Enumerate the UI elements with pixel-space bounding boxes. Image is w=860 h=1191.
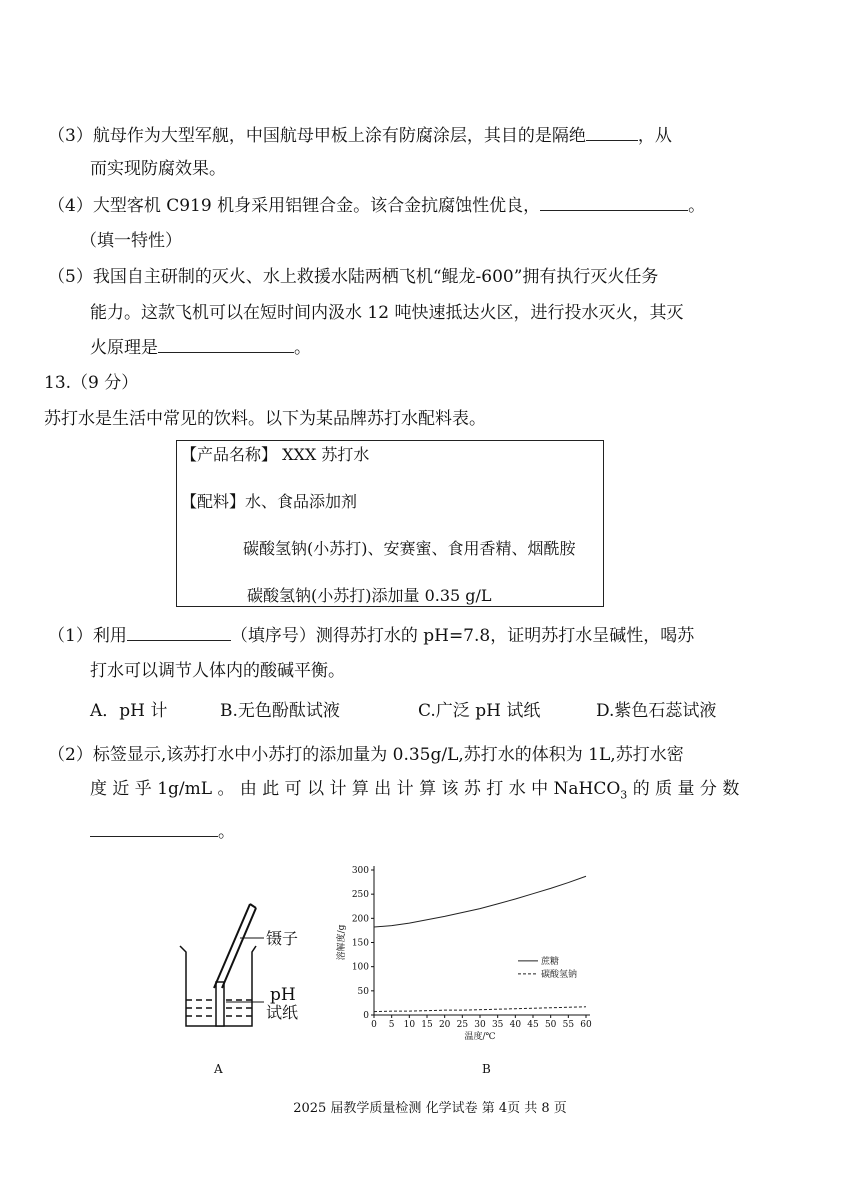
x-tick-label: 40 xyxy=(509,1020,522,1030)
label-ingredient-list: 碳酸氢钠(小苏打)、安赛蜜、食用香精、烟酰胺 xyxy=(243,539,576,558)
paper-label: 试纸 xyxy=(266,1003,299,1022)
q5-line3 xyxy=(90,336,311,359)
sub2-line3 xyxy=(90,820,235,843)
q5-text-end: 。 xyxy=(294,338,311,358)
sub2-text: 度 近 乎 1g/mL 。 由 此 可 以 计 算 出 计 算 该 苏 打 水 中 NaHCO xyxy=(90,779,621,799)
y-tick-label: 250 xyxy=(351,890,369,901)
x-tick-label: 25 xyxy=(456,1020,469,1030)
series-line-0 xyxy=(374,876,586,927)
y-tick-label: 0 xyxy=(363,1011,369,1021)
sub2-answer-blank[interactable] xyxy=(90,820,218,837)
sub2-text-end: 的 质 量 分 数 xyxy=(627,779,740,799)
q3-answer-blank[interactable] xyxy=(586,124,638,141)
figure-a-caption: A xyxy=(214,1062,223,1076)
label-additive-amount: 碳酸氢钠(小苏打)添加量 0.35 g/L xyxy=(247,586,492,605)
sub2-line1: （2）标签显示,该苏打水中小苏打的添加量为 0.35g/L,苏打水的体积为 1L,苏打水密 xyxy=(48,745,684,765)
solubility-chart xyxy=(330,858,600,1058)
x-tick-label: 35 xyxy=(491,1020,504,1030)
y-tick-label: 300 xyxy=(351,866,369,876)
q5-text: 火原理是 xyxy=(90,338,158,358)
chart-series xyxy=(374,876,586,1011)
y-tick-label: 50 xyxy=(357,986,369,997)
q5-line1: （5）我国自主研制的灭火、水上救援水陆两栖飞机“鲲龙-600”拥有执行灭火任务 xyxy=(48,267,659,287)
sub1-text: （1）利用 xyxy=(48,626,127,646)
chart-axes xyxy=(374,866,590,1015)
label-ingredients: 【配料】水、食品添加剂 xyxy=(181,492,358,511)
chart-legend xyxy=(518,955,577,980)
figure-a-beaker xyxy=(170,900,320,1080)
sub1-line2: 打水可以调节人体内的酸碱平衡。 xyxy=(90,661,345,681)
y-tick-label: 150 xyxy=(351,938,369,949)
series-line-1 xyxy=(374,1007,586,1012)
ph-label: pH xyxy=(270,985,296,1005)
q5-line2: 能力。这款飞机可以在短时间内汲水 12 吨快速抵达火区，进行投水灭火，其灭 xyxy=(90,303,684,323)
figure-b-caption: B xyxy=(482,1062,491,1076)
x-tick-label: 5 xyxy=(388,1020,395,1030)
x-tick-label: 50 xyxy=(544,1020,557,1030)
y-axis-label: 溶解度/g xyxy=(337,924,347,961)
sub1-text-end: （填序号）测得苏打水的 pH=7.8，证明苏打水呈碱性，喝苏 xyxy=(230,626,695,646)
y-tick-label: 100 xyxy=(351,962,369,973)
q3-text-end: ，从 xyxy=(637,126,672,146)
x-tick-label: 10 xyxy=(403,1020,416,1030)
x-axis-label: 温度/℃ xyxy=(464,1032,496,1042)
q4-line2: （填一特性） xyxy=(80,231,182,251)
q3-line2: 而实现防腐效果。 xyxy=(90,159,226,179)
page-footer: 2025 届教学质量检测 化学试卷 第 4页 共 8 页 xyxy=(293,1101,567,1116)
tweezers-label: 镊子 xyxy=(266,929,299,948)
sub2-line2 xyxy=(90,778,739,806)
x-tick-label: 20 xyxy=(438,1020,451,1030)
x-tick-label: 30 xyxy=(474,1020,486,1030)
q4-line1 xyxy=(48,194,705,217)
legend-label-1: 碳酸氢钠 xyxy=(541,969,578,980)
sub2-subscript: 3 xyxy=(620,788,628,802)
option-b[interactable]: B.无色酚酞试液 xyxy=(220,701,340,721)
x-tick-label: 45 xyxy=(527,1020,539,1030)
option-a[interactable]: A．pH 计 xyxy=(90,701,168,721)
q13-header: 13.（9 分） xyxy=(44,373,139,393)
q13-intro: 苏打水是生活中常见的饮料。以下为某品牌苏打水配料表。 xyxy=(44,409,486,429)
tweezers xyxy=(214,904,250,988)
label-product-name: 【产品名称】 XXX 苏打水 xyxy=(181,445,370,464)
option-d[interactable]: D.紫色石蕊试液 xyxy=(596,701,717,721)
q3-text: （3）航母作为大型军舰，中国航母甲板上涂有防腐涂层，其目的是隔绝 xyxy=(48,126,586,146)
q3-line1 xyxy=(48,124,672,147)
q5-answer-blank[interactable] xyxy=(158,336,294,353)
sub1-answer-blank[interactable] xyxy=(127,624,231,641)
option-c[interactable]: C.广泛 pH 试纸 xyxy=(418,701,541,721)
sub2-text-end2: 。 xyxy=(218,822,235,842)
x-tick-label: 55 xyxy=(562,1020,575,1030)
ph-paper-strip xyxy=(216,982,224,1026)
q4-answer-blank[interactable] xyxy=(540,194,688,211)
legend-label-0: 蔗糖 xyxy=(541,956,560,967)
y-tick-label: 200 xyxy=(351,914,369,925)
q4-text: （4）大型客机 C919 机身采用铝锂合金。该合金抗腐蚀性优良， xyxy=(48,196,541,216)
x-tick-label: 0 xyxy=(371,1020,377,1030)
x-tick-label: 15 xyxy=(421,1020,433,1030)
ingredient-label-box xyxy=(176,440,604,607)
sub1-line1 xyxy=(48,624,694,647)
q4-text-end: 。 xyxy=(688,196,706,216)
x-tick-label: 60 xyxy=(580,1020,592,1030)
